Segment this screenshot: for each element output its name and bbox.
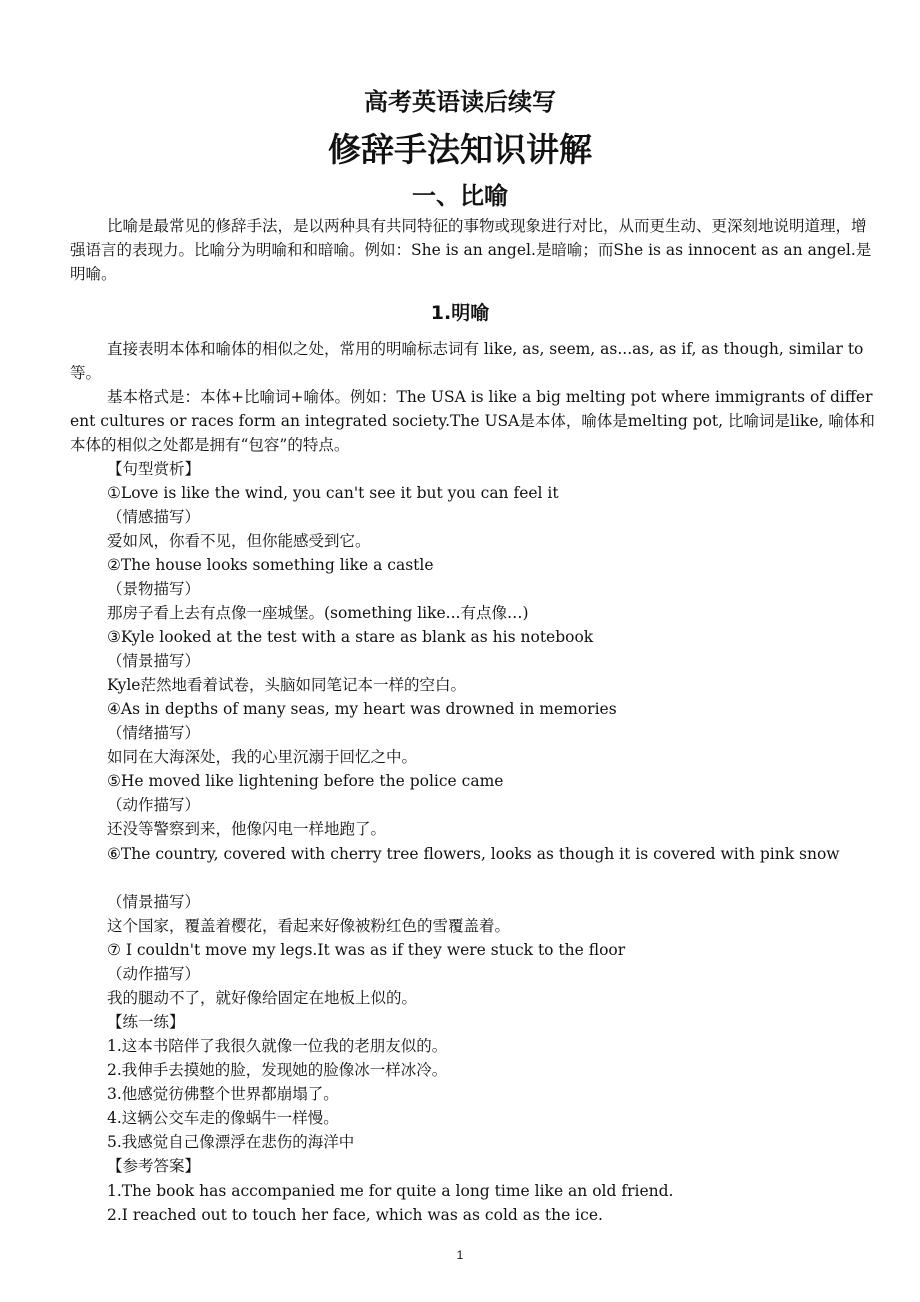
page-number: 1 <box>456 1248 464 1262</box>
subsection-title: 1.明喻 <box>430 302 490 324</box>
practice-heading: 【练一练】 <box>107 1013 185 1031</box>
example-line: （情景描写） <box>107 652 201 670</box>
example-line: 我的腿动不了，就好像给固定在地板上似的。 <box>107 989 418 1007</box>
example-line: （动作描写） <box>107 965 201 983</box>
example-line: （情景描写） <box>107 893 201 911</box>
section-title: 一、比喻 <box>412 182 508 210</box>
example-line: 还没等警察到来，他像闪电一样地跑了。 <box>107 820 387 838</box>
example-line: （情感描写） <box>107 508 201 526</box>
example-line: 爱如风，你看不见，但你能感受到它。 <box>107 532 371 550</box>
example-line: ⑤He moved like lightening before the police came <box>107 772 504 790</box>
simile-definition: 直接表明本体和喻体的相似之处，常用的明喻标志词有 like, as, seem, as...as, as if, as though, similar to等。 <box>70 340 864 382</box>
answer-item: 1.The book has accompanied me for quite a long time like an old friend. <box>107 1182 674 1200</box>
main-title: 修辞手法知识讲解 <box>328 130 592 169</box>
practice-item: 5.我感觉自己像漂浮在悲伤的海洋中 <box>107 1133 355 1151</box>
simile-format: 基本格式是：本体+比喻词+喻体。例如：The USA is like a big melting pot where immigrants of different cultures or races form an integrated society.The USA是本体，喻体是melting pot, 比喻词是like, 喻体和本体的相似之处都是拥有“包容”的特点。 <box>70 388 875 454</box>
intro-paragraph: 比喻是最常见的修辞手法，是以两种具有共同特征的事物或现象进行对比，从而更生动、更深刻地说明道理，增强语言的表现力。比喻分为明喻和和暗喻。例如：She is an angel.是暗喻；而She is as innocent as an angel.是明喻。 <box>70 217 872 283</box>
example-line: （情绪描写） <box>107 724 201 742</box>
answer-item: 2.I reached out to touch her face, which was as cold as the ice. <box>107 1206 603 1224</box>
example-line: ⑦ I couldn't move my legs.It was as if they were stuck to the floor <box>107 941 626 959</box>
practice-item: 1.这本书陪伴了我很久就像一位我的老朋友似的。 <box>107 1037 448 1055</box>
example-line: 那房子看上去有点像一座城堡。(something like...有点像…) <box>107 604 529 622</box>
answers-heading: 【参考答案】 <box>107 1157 201 1175</box>
practice-item: 4.这辆公交车走的像蜗牛一样慢。 <box>107 1109 339 1127</box>
example-line: ②The house looks something like a castle <box>107 556 434 574</box>
example-line: ④As in depths of many seas, my heart was drowned in memories <box>107 700 617 718</box>
document-title: 高考英语读后续写 <box>364 88 556 116</box>
example-line: 这个国家，覆盖着樱花，看起来好像被粉红色的雪覆盖着。 <box>107 917 511 935</box>
example-line: （景物描写） <box>107 580 201 598</box>
example-line: ①Love is like the wind, you can't see it but you can feel it <box>107 484 559 502</box>
analysis-heading: 【句型赏析】 <box>107 460 201 478</box>
example-line: （动作描写） <box>107 796 201 814</box>
practice-item: 2.我伸手去摸她的脸，发现她的脸像冰一样冰冷。 <box>107 1061 448 1079</box>
example-line: 如同在大海深处，我的心里沉溺于回忆之中。 <box>107 748 418 766</box>
practice-item: 3.他感觉彷佛整个世界都崩塌了。 <box>107 1085 339 1103</box>
example-line: Kyle茫然地看着试卷，头脑如同笔记本一样的空白。 <box>107 676 466 694</box>
example-line-wrapped: ⑥The country, covered with cherry tree flowers, looks as though it is covered with pink snow <box>107 845 840 863</box>
example-line: ③Kyle looked at the test with a stare as blank as his notebook <box>107 628 594 646</box>
